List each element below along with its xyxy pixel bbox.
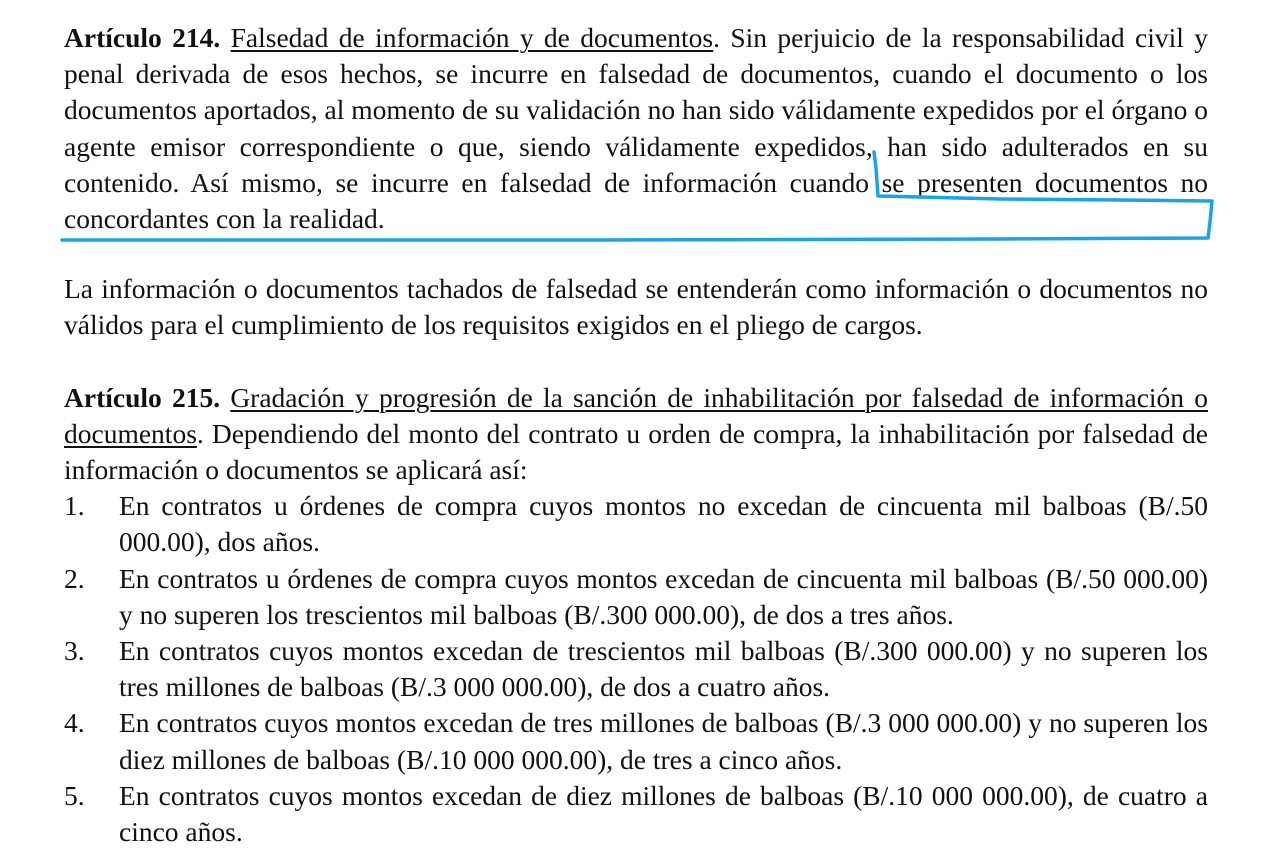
article-214-body: . Sin perjuicio de la responsabilidad civil y penal derivada de esos hechos, se incurre en falsedad de documentos, cuando el documento o los documentos aportados, al momento de su validación no han sido válidamente expedidos por el órgano o agente emisor correspondiente o que, siendo válidamente expedidos, han sido adulterados en su contenido. [64, 22, 1208, 198]
sanction-list [64, 488, 1208, 850]
article-214-heading: Artículo 214. [64, 22, 221, 53]
falsedad-consequence-paragraph: La información o documentos tachados de falsedad se entenderán como información o documentos no válidos para el cumplimiento de los requisitos exigidos en el pliego de cargos. [64, 273, 1208, 341]
list-item-text: En contratos cuyos montos excedan de tres millones de balboas (B/.3 000 000.00) y no superen los diez millones de balboas (B/.10 000 000.00), de tres a cinco años. [119, 707, 1208, 775]
article-215-intro: . Dependiendo del monto del contrato u orden de compra, la inhabilitación por falsedad de información o documentos se aplicará así: [64, 417, 1208, 486]
article-215-title: Gradación y progresión de la sanción de inhabilitación por falsedad de información o documentos [64, 381, 1209, 449]
article-214-title: Falsedad de información y de documentos [230, 22, 714, 53]
list-item [64, 561, 1208, 633]
list-item [64, 705, 1208, 777]
article-215-heading: Artículo 215. [64, 381, 221, 413]
list-item [64, 488, 1208, 560]
document-page [64, 20, 1208, 850]
list-item-text: En contratos u órdenes de compra cuyos montos excedan de cincuenta mil balboas (B/.50 000.00) y no superen los trescientos mil balboas (B/.300 000.00), de dos a tres años. [119, 562, 1208, 630]
list-item-number: 2. [64, 562, 85, 594]
list-item-number: 3. [64, 635, 85, 667]
list-item [64, 778, 1208, 850]
article-215-paragraph [64, 380, 1208, 489]
list-item-text: En contratos u órdenes de compra cuyos montos no excedan de cincuenta mil balboas (B/.50 000.00), dos años. [119, 490, 1208, 558]
list-item [64, 633, 1208, 705]
list-item-number: 1. [64, 490, 85, 522]
list-item-number: 4. [64, 707, 85, 739]
list-item-number: 5. [64, 779, 85, 811]
article-214-highlighted-sentence: Así mismo, se incurre en falsedad de información cuando se presenten documentos no concordantes con la realidad. [64, 166, 1208, 235]
list-item-text: En contratos cuyos montos excedan de trescientos mil balboas (B/.300 000.00) y no superen los tres millones de balboas (B/.3 000 000.00), de dos a cuatro años. [119, 635, 1208, 703]
article-214-paragraph [64, 20, 1208, 237]
list-item-text: En contratos cuyos montos excedan de diez millones de balboas (B/.10 000 000.00), de cuatro a cinco años. [119, 779, 1208, 848]
